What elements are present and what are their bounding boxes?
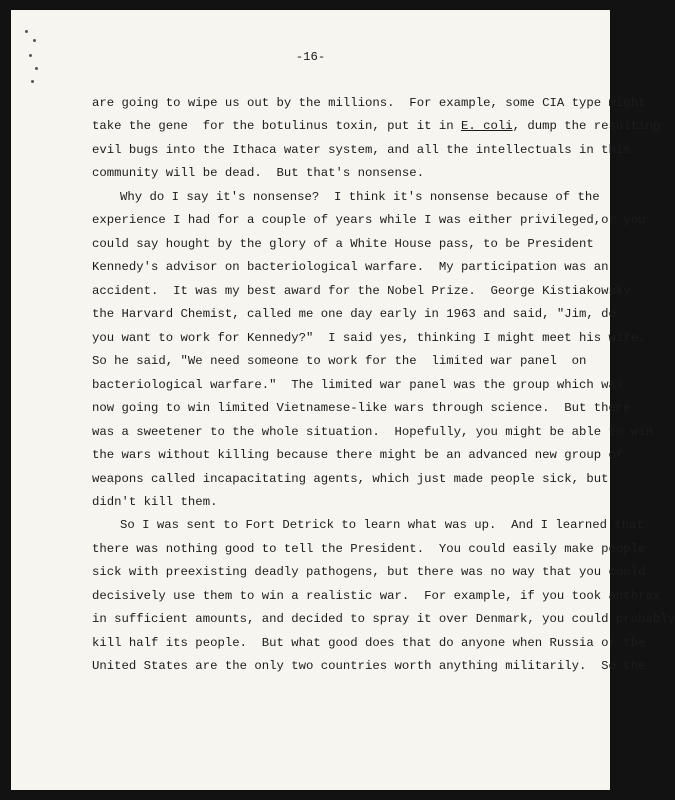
underlined-term: E. coli [460,119,513,134]
text-line: could say hought by the glory of a White House pass, to be President [92,236,594,251]
text-line: kill half its people. But what good does that do anyone when Russia or the [92,635,646,650]
text-line [92,115,661,138]
text-line: community will be dead. But that's nonsense. [92,166,425,181]
text-line: evil bugs into the Ithaca water system, and all the intellectuals in this [92,142,631,157]
text-line: was a sweetener to the whole situation. Hopefully, you might be able to win [92,424,653,439]
punch-mark [35,67,38,70]
text-line: you want to work for Kennedy?" I said yes, thinking I might meet his wife. [92,330,646,345]
punch-mark [25,30,28,33]
text-line: the Harvard Chemist, called me one day early in 1963 and said, "Jim, do [92,307,616,322]
punch-mark [33,39,36,42]
text-line: are going to wipe us out by the millions. For example, some CIA type might [92,96,646,110]
text-line: United States are the only two countries worth anything militarily. So the [92,659,646,674]
text-line: now going to win limited Vietnamese-like wars through science. But there [92,401,631,416]
document-page [11,10,675,790]
text-line: experience I had for a couple of years while I was either privileged,or you [92,213,646,228]
text-line: didn't kill them. [92,494,218,509]
text-line: bacteriological warfare." The limited war panel was the group which was [92,377,624,392]
text-line: there was nothing good to tell the President. You could easily make people [92,541,646,556]
text-line: So I was sent to Fort Detrick to learn what was up. And I learned that [120,518,644,533]
text-segment: , dump the resulting [512,119,661,134]
text-line: the wars without killing because there might be an advanced new group of [92,448,624,463]
page-number: -16- [295,50,326,64]
punch-mark [31,80,34,83]
text-line: Kennedy's advisor on bacteriological warfare. My participation was an [92,260,609,275]
text-line: in sufficient amounts, and decided to spray it over Denmark, you could probably [92,612,675,627]
body-text [92,92,675,679]
text-segment: take the gene for the botulinus toxin, put it in [92,119,461,134]
text-line: So he said, "We need someone to work for the limited war panel on [92,354,587,369]
text-line: weapons called incapacitating agents, which just made people sick, but [92,471,609,486]
text-line: sick with preexisting deadly pathogens, but there was no way that you could [92,565,646,580]
text-line: decisively use them to win a realistic war. For example, if you took anthrax [92,588,661,603]
text-line: Why do I say it's nonsense? I think it's nonsense because of the [120,189,600,204]
text-line: accident. It was my best award for the Nobel Prize. George Kistiakowsky [92,283,631,298]
